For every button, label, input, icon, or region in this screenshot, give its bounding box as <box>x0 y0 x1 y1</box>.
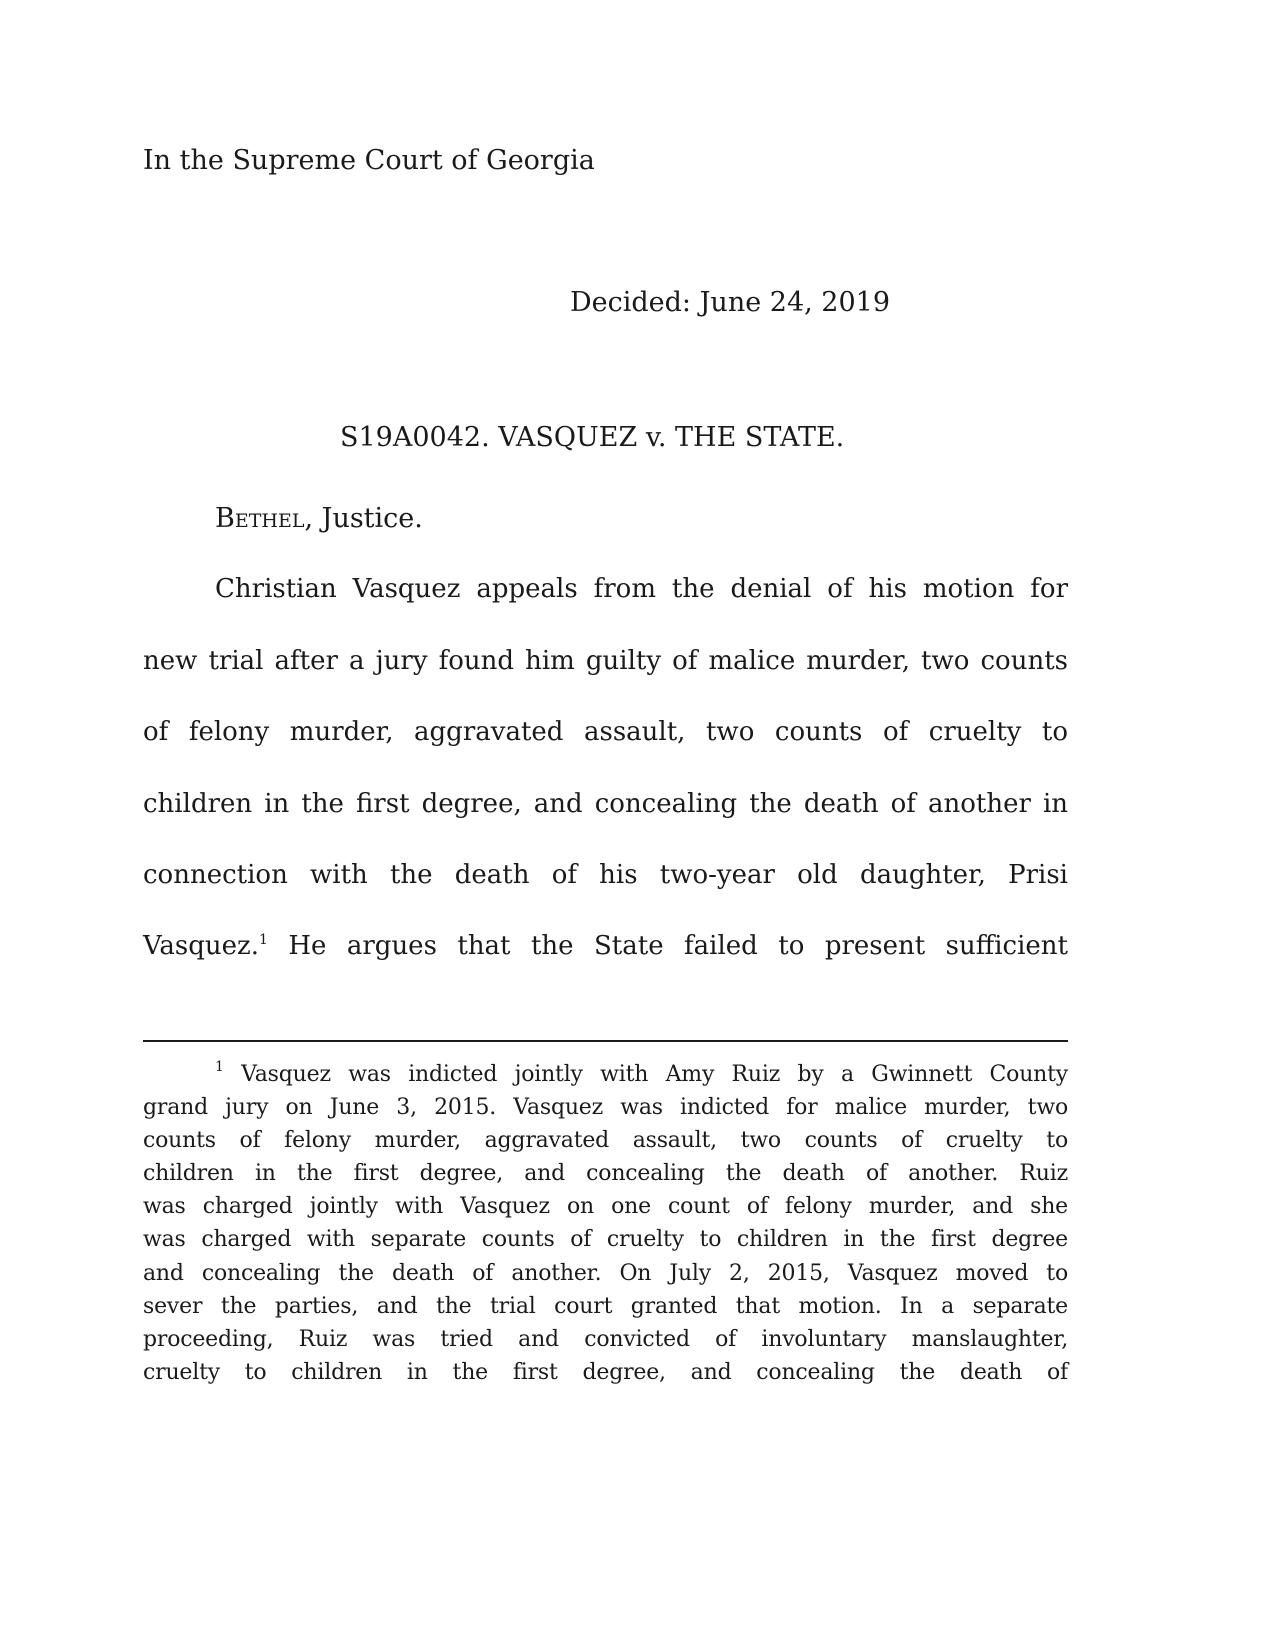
case-title: S19A0042. VASQUEZ v. THE STATE. <box>340 422 845 453</box>
footnote-marker: 1 <box>215 1059 224 1075</box>
body-text: He argues that the State failed to present sufficient <box>267 931 1068 961</box>
footnote-reference[interactable]: 1 <box>258 932 268 948</box>
opinion-author <box>215 502 423 536</box>
body-line <box>143 929 1068 963</box>
body-line: of felony murder, aggravated assault, two counts of cruelty to <box>143 717 1068 747</box>
body-line: Christian Vasquez appeals from the denial of his motion for <box>215 574 1068 604</box>
footnote-text: Vasquez was indicted jointly with Amy Ruiz by a Gwinnett County <box>223 1062 1068 1087</box>
footnote-line: grand jury on June 3, 2015. Vasquez was indicted for malice murder, two <box>143 1095 1068 1120</box>
court-name: In the Supreme Court of Georgia <box>143 145 595 176</box>
footnote-line: proceeding, Ruiz was tried and convicted of involuntary manslaughter, <box>143 1327 1068 1352</box>
footnote-line: and concealing the death of another. On July 2, 2015, Vasquez moved to <box>143 1261 1068 1286</box>
body-text: Vasquez. <box>143 931 259 961</box>
footnote-line: was charged with separate counts of cruelty to children in the first degree <box>143 1227 1068 1252</box>
body-line: connection with the death of his two-year old daughter, Prisi <box>143 860 1068 890</box>
author-suffix: , Justice. <box>304 503 423 534</box>
footnote-line: counts of felony murder, aggravated assault, two counts of cruelty to <box>143 1128 1068 1153</box>
footnote-line <box>143 1060 1068 1090</box>
footnote-line: cruelty to children in the first degree, and concealing the death of <box>143 1360 1068 1385</box>
footnote-line: children in the first degree, and concealing the death of another. Ruiz <box>143 1161 1068 1186</box>
body-line: children in the first degree, and concealing the death of another in <box>143 789 1068 819</box>
author-name: Bethel <box>215 503 305 534</box>
footnote-divider <box>143 1040 1068 1042</box>
decision-date: Decided: June 24, 2019 <box>570 287 891 318</box>
footnote-line: was charged jointly with Vasquez on one count of felony murder, and she <box>143 1194 1068 1219</box>
body-line: new trial after a jury found him guilty of malice murder, two counts <box>143 646 1068 676</box>
footnote-line: sever the parties, and the trial court granted that motion. In a separate <box>143 1294 1068 1319</box>
